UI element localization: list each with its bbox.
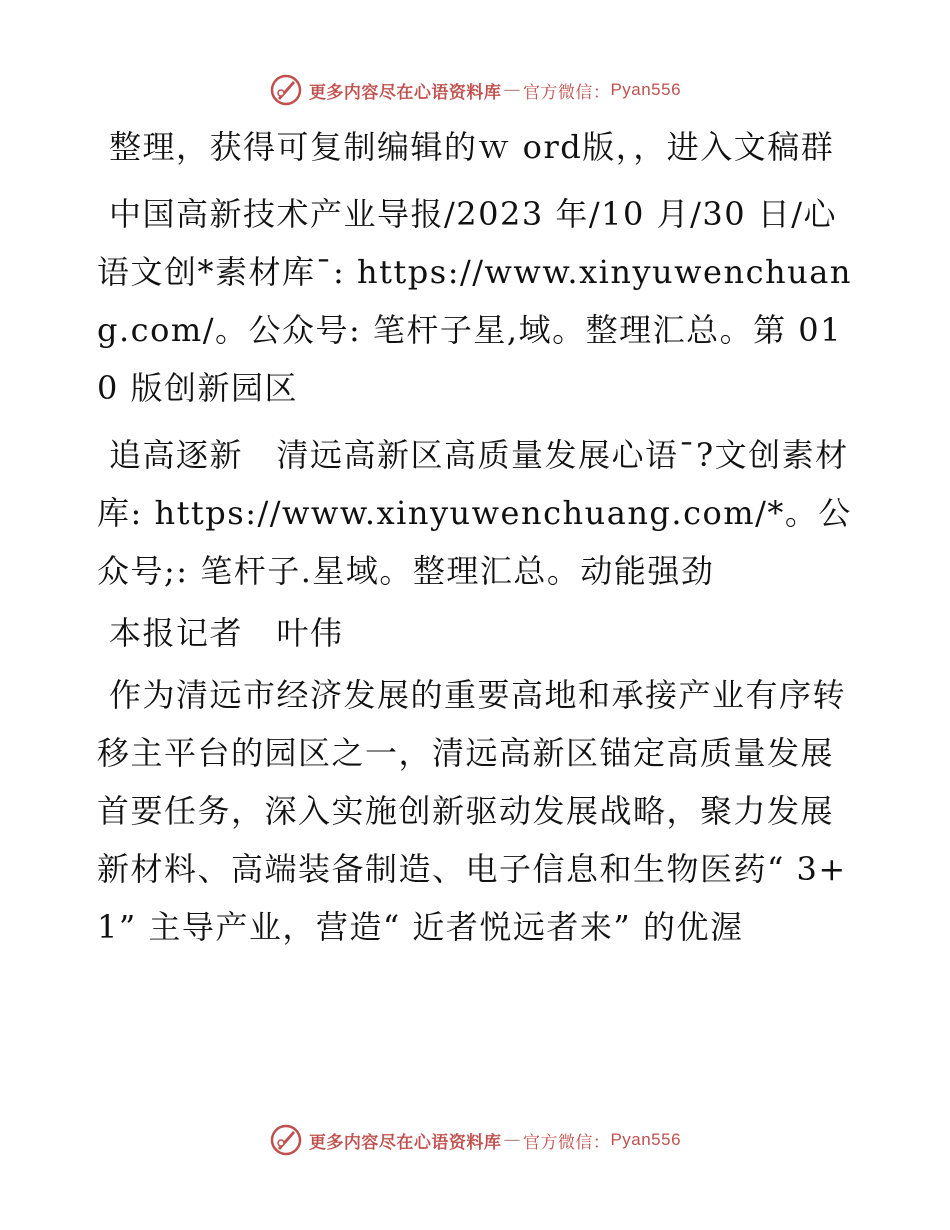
paragraph-article: 作为清远市经济发展的重要高地和承接产业有序转移主平台的园区之一，清远高新区锚定高质量发展首要任务，深入实施创新驱动发展战略，聚力发展新材料、高端装备制造、电子信息和生物医药“ 3+1” 主导产业，营造“ 近者悦远者来” 的优渥 xyxy=(97,676,847,946)
paragraph-source: 中国高新技术产业导报/2023 年/10 月/30 日/心语文创*素材库¯: https://www.xinyuwenchuang.com/。公众号: 笔杆子星,域。整理汇总。第 010 版创新园区 xyxy=(97,195,852,407)
banner-main-text: 更多内容尽在心语资料库 xyxy=(308,1132,502,1153)
banner-wechat-id: Pyan556 xyxy=(610,1130,682,1149)
banner-main-text: 更多内容尽在心语资料库 xyxy=(308,82,502,103)
quill-logo-icon xyxy=(269,1123,303,1157)
banner-wechat-label: 官方微信： xyxy=(522,1132,611,1153)
document-body xyxy=(97,118,855,965)
paragraph-intro: 整理，获得可复制编辑的ｗ ord版，，进入文稿群 xyxy=(109,128,835,166)
header-banner xyxy=(0,70,950,110)
banner-separator: — xyxy=(503,1130,521,1150)
banner-wechat-label: 官方微信： xyxy=(522,82,611,103)
paragraph-headline: 追高逐新 清远高新区高质量发展心语¯?文创素材库: https://www.xinyuwenchuang.com/*。公众号;: 笔杆子.星域。整理汇总。动能强劲 xyxy=(97,436,852,590)
banner-wechat-id: Pyan556 xyxy=(610,80,682,99)
footer-banner xyxy=(0,1120,950,1160)
quill-logo-icon xyxy=(269,73,303,107)
paragraph-byline: 本报记者 叶伟 xyxy=(109,614,344,652)
banner-separator: — xyxy=(503,80,521,100)
